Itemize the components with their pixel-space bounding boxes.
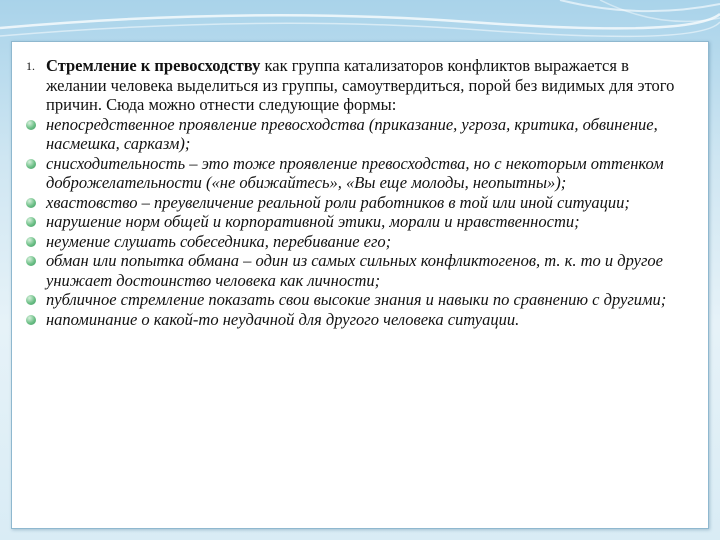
intro-heading: Стремление к превосходству (46, 56, 261, 75)
bullet-list (26, 115, 690, 330)
list-item-text: напоминание о какой-то неудачной для другого человека ситуации. (46, 309, 520, 329)
list-item (26, 232, 690, 252)
intro-number: 1. (26, 59, 35, 73)
intro-text: как группа катализаторов конфликтов выражается в желании человека выделиться из группы, самоутвердиться, порой без видимых для этого причин. Сюда можно отнести следующие формы: (46, 56, 675, 114)
slide-content (26, 56, 690, 329)
list-item-text: нарушение норм общей и корпоративной этики, морали и нравственности; (46, 212, 580, 231)
bullet-icon (26, 256, 36, 266)
intro-paragraph (26, 56, 690, 115)
list-item (26, 115, 690, 154)
list-item-text: хвастовство – преувеличение реальной роли работников в той или иной ситуации; (46, 192, 630, 212)
list-item-text: неумение слушать собеседника, перебивание его; (46, 231, 392, 251)
list-item (26, 310, 690, 330)
list-item (26, 251, 690, 290)
list-item (26, 193, 690, 213)
bullet-icon (26, 120, 36, 130)
list-item (26, 290, 690, 310)
bullet-icon (26, 315, 36, 325)
list-item-text: обман или попытка обмана – один из самых сильных конфликтогенов, т. к. то и другое унижает достоинство человека как личности; (46, 251, 663, 290)
list-item-text: снисходительность – это тоже проявление превосходства, но с некоторым оттенком доброжелательности («не обижайтесь», «Вы еще молоды, неопытны»); (46, 153, 664, 192)
bullet-icon (26, 198, 36, 208)
list-item-text: непосредственное проявление превосходства (приказание, угроза, критика, обвинение, насмешка, сарказм); (46, 114, 658, 153)
bullet-icon (26, 295, 36, 305)
bullet-icon (26, 217, 36, 227)
list-item (26, 154, 690, 193)
list-item (26, 212, 690, 232)
bullet-icon (26, 237, 36, 247)
bullet-icon (26, 159, 36, 169)
list-item-text: публичное стремление показать свои высокие знания и навыки по сравнению с другими; (46, 290, 667, 309)
